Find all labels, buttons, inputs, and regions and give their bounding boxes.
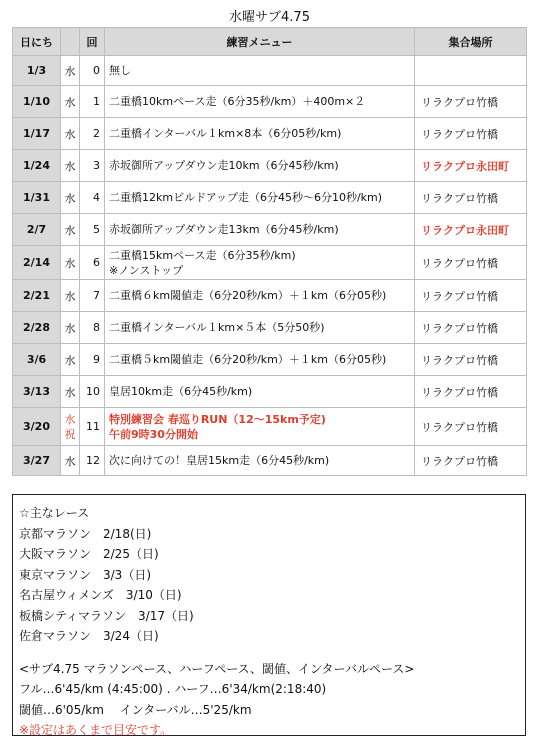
row-date: 1/24 — [13, 150, 61, 182]
row-menu-line: 二重橋インターバル１km×５本（5分50秒) — [109, 321, 325, 334]
table-row — [13, 446, 527, 476]
row-menu-line: 二重橋５km閾値走（6分20秒/km）＋１km（6分05秒) — [109, 353, 387, 366]
pace-heading: <サブ4.75 マラソンペース、ハーフペース、閾値、インターバルペース> — [19, 661, 415, 676]
header-place: 集合場所 — [415, 28, 527, 56]
row-menu-line: 二重橋６km閾値走（6分20秒/km）＋１km（6分05秒) — [109, 289, 387, 302]
table-row — [13, 182, 527, 214]
row-menu-line: 特別練習会 春巡りRUN（12〜15km予定) — [109, 412, 326, 426]
race-item: 名古屋ウィメンズ 3/10（日) — [19, 588, 182, 602]
row-session-number: 4 — [80, 182, 105, 214]
row-meeting-place: リラクプロ竹橋 — [415, 86, 527, 118]
row-date: 2/14 — [13, 246, 61, 280]
row-menu-line: 次に向けての！皇居15km走（6分45秒/km) — [109, 454, 330, 467]
row-menu — [105, 214, 415, 246]
row-weekday — [61, 408, 80, 446]
table-row — [13, 312, 527, 344]
row-date: 2/21 — [13, 280, 61, 312]
row-menu — [105, 344, 415, 376]
table-row — [13, 344, 527, 376]
row-date: 1/3 — [13, 56, 61, 86]
disclaimer: ※設定はあくまで目安です。 — [19, 723, 173, 737]
table-row — [13, 214, 527, 246]
pace-threshold-interval: 閾値…6'05/km インターバル…5'25/km — [19, 702, 252, 717]
table-row — [13, 280, 527, 312]
row-session-number: 6 — [80, 246, 105, 280]
row-date: 3/13 — [13, 376, 61, 408]
row-menu — [105, 150, 415, 182]
row-meeting-place: リラクプロ竹橋 — [415, 312, 527, 344]
spacer — [19, 647, 519, 659]
table-row — [13, 86, 527, 118]
row-meeting-place: リラクプロ竹橋 — [415, 344, 527, 376]
row-weekday: 水 — [61, 376, 80, 408]
row-date: 3/27 — [13, 446, 61, 476]
row-date: 1/17 — [13, 118, 61, 150]
race-item: 佐倉マラソン 3/24（日) — [19, 629, 159, 643]
header-menu: 練習メニュー — [105, 28, 415, 56]
row-meeting-place — [415, 56, 527, 86]
row-session-number: 1 — [80, 86, 105, 118]
row-menu-line: 二重橋インターバル１km×8本（6分05秒/km) — [109, 127, 342, 140]
header-num: 回 — [80, 28, 105, 56]
row-session-number: 11 — [80, 408, 105, 446]
row-session-number: 8 — [80, 312, 105, 344]
row-menu — [105, 376, 415, 408]
row-weekday: 水 — [61, 446, 80, 476]
row-menu-line: 二重橋15kmペース走（6分35秒/km) — [109, 248, 296, 262]
row-session-number: 9 — [80, 344, 105, 376]
row-weekday: 水 — [61, 182, 80, 214]
row-menu — [105, 408, 415, 446]
row-menu — [105, 118, 415, 150]
row-menu-line: 赤坂御所アップダウン走13km（6分45秒/km) — [109, 223, 339, 236]
row-date: 2/28 — [13, 312, 61, 344]
row-meeting-place: リラクプロ竹橋 — [415, 446, 527, 476]
row-meeting-place: リラクプロ竹橋 — [415, 118, 527, 150]
races-heading: ☆主なレース — [19, 506, 90, 520]
table-row — [13, 246, 527, 280]
row-weekday: 水 — [61, 118, 80, 150]
row-weekday: 水 — [61, 214, 80, 246]
page-title: 水曜サブ4.75 — [229, 10, 310, 25]
row-weekday: 水 — [61, 312, 80, 344]
row-weekday: 水 — [61, 344, 80, 376]
row-date: 3/20 — [13, 408, 61, 446]
schedule-table — [12, 27, 527, 476]
table-row — [13, 150, 527, 182]
row-menu — [105, 56, 415, 86]
row-session-number: 5 — [80, 214, 105, 246]
row-weekday-label: 水 — [64, 412, 76, 426]
table-row — [13, 56, 527, 86]
row-menu — [105, 182, 415, 214]
row-meeting-place: リラクプロ竹橋 — [415, 246, 527, 280]
row-weekday: 水 — [61, 280, 80, 312]
row-weekday: 水 — [61, 246, 80, 280]
row-menu-line: 午前9時30分開始 — [109, 427, 198, 441]
row-weekday: 水 — [61, 86, 80, 118]
race-item: 東京マラソン 3/3（日) — [19, 567, 151, 582]
row-session-number: 10 — [80, 376, 105, 408]
row-holiday-label: 祝 — [64, 427, 76, 441]
row-menu — [105, 446, 415, 476]
row-menu-line: ※ノンストップ — [109, 263, 184, 277]
table-row — [13, 408, 527, 446]
notes-box — [12, 494, 526, 736]
header-date: 日にち — [13, 28, 61, 56]
row-menu — [105, 312, 415, 344]
row-meeting-place: リラクプロ竹橋 — [415, 182, 527, 214]
row-date: 3/6 — [13, 344, 61, 376]
row-menu-line: 無し — [109, 64, 131, 77]
row-menu — [105, 280, 415, 312]
table-header-row — [13, 28, 527, 56]
row-menu-line: 二重橋12kmビルドアップ走（6分45秒〜6分10秒/km) — [109, 191, 383, 204]
row-menu — [105, 86, 415, 118]
row-session-number: 12 — [80, 446, 105, 476]
table-row — [13, 376, 527, 408]
row-date: 2/7 — [13, 214, 61, 246]
row-weekday: 水 — [61, 150, 80, 182]
race-item: 京都マラソン 2/18(日) — [19, 526, 152, 541]
race-item: 板橋シティマラソン 3/17（日) — [19, 608, 194, 623]
row-session-number: 7 — [80, 280, 105, 312]
race-item: 大阪マラソン 2/25（日) — [19, 547, 159, 561]
row-weekday: 水 — [61, 56, 80, 86]
row-session-number: 2 — [80, 118, 105, 150]
row-meeting-place: リラクプロ竹橋 — [415, 280, 527, 312]
row-meeting-place: リラクプロ永田町 — [415, 150, 527, 182]
pace-full-half: フル…6'45/km (4:45:00) . ハーフ…6'34/km(2:18:40) — [19, 682, 327, 696]
row-menu-line: 赤坂御所アップダウン走10km（6分45秒/km) — [109, 159, 339, 172]
row-meeting-place: リラクプロ竹橋 — [415, 376, 527, 408]
row-menu-line: 二重橋10kmペース走（6分35秒/km）＋400m×２ — [109, 95, 366, 108]
row-date: 1/10 — [13, 86, 61, 118]
row-meeting-place: リラクプロ永田町 — [415, 214, 527, 246]
table-row — [13, 118, 527, 150]
row-meeting-place: リラクプロ竹橋 — [415, 408, 527, 446]
row-date: 1/31 — [13, 182, 61, 214]
row-session-number: 3 — [80, 150, 105, 182]
row-menu-line: 皇居10km走（6分45秒/km) — [109, 385, 253, 398]
header-dow — [61, 28, 80, 56]
row-session-number: 0 — [80, 56, 105, 86]
row-menu — [105, 246, 415, 280]
